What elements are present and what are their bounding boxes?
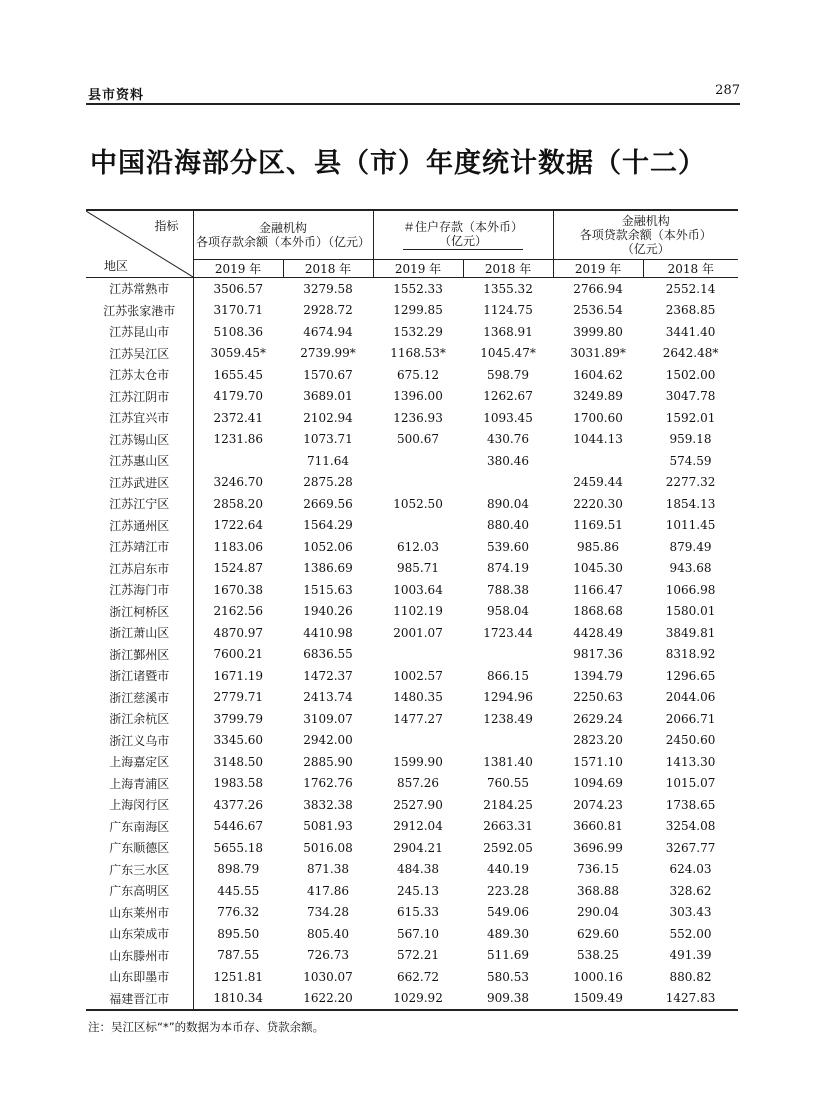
region-name-cell: 浙江萧山区 xyxy=(86,622,193,644)
value-cell: 2663.31 xyxy=(483,819,533,834)
value-cell: 3696.99 xyxy=(573,840,623,855)
group-header-loans xyxy=(553,210,738,260)
value-cell: 3441.40 xyxy=(665,324,716,339)
value-cell: 430.76 xyxy=(487,432,530,447)
group-header-deposits xyxy=(193,210,373,260)
value-cell: 1940.26 xyxy=(303,604,353,619)
value-cell: 776.32 xyxy=(217,905,260,920)
region-name-cell: 上海嘉定区 xyxy=(86,751,193,773)
page-number: 287 xyxy=(715,83,740,98)
value-cell: 1394.79 xyxy=(573,668,623,683)
value-cell: 1073.71 xyxy=(303,432,353,447)
value-cell xyxy=(373,730,463,752)
value-cell: 3849.81 xyxy=(665,625,716,640)
value-cell: 2459.44 xyxy=(573,475,623,490)
value-cell: 2592.05 xyxy=(483,840,533,855)
value-cell: 4410.98 xyxy=(303,625,353,640)
table-row xyxy=(86,579,738,601)
value-cell: 880.82 xyxy=(669,969,712,984)
value-cell: 1552.33 xyxy=(373,278,463,300)
value-cell: 1166.47 xyxy=(573,582,623,597)
value-cell: 4377.26 xyxy=(213,797,264,812)
value-cell: 1502.00 xyxy=(665,367,716,382)
value-cell: 629.60 xyxy=(577,926,620,941)
year-header: 2019 年 xyxy=(553,260,643,278)
value-cell: 303.43 xyxy=(669,905,712,920)
group-loans-line1: 金融机构 xyxy=(621,214,670,228)
value-cell: 1011.45 xyxy=(665,518,716,533)
value-cell: 711.64 xyxy=(307,453,349,468)
value-cell: 1066.98 xyxy=(665,582,716,597)
value-cell: 2413.74 xyxy=(303,690,353,705)
value-cell: 1003.64 xyxy=(393,582,443,597)
value-cell: 890.04 xyxy=(487,496,530,511)
table-row xyxy=(86,687,738,709)
value-cell: 1052.06 xyxy=(303,539,353,554)
value-cell: 7600.21 xyxy=(213,647,264,662)
value-cell: 2629.24 xyxy=(573,711,623,726)
value-cell: 2184.25 xyxy=(483,797,533,812)
value-cell: 2858.20 xyxy=(213,496,264,511)
value-cell: 580.53 xyxy=(487,969,530,984)
table-row xyxy=(86,300,738,322)
value-cell: 985.71 xyxy=(397,561,440,576)
region-label: 地区 xyxy=(104,259,129,273)
value-cell: 1368.91 xyxy=(483,324,533,339)
household-underline-block xyxy=(403,220,523,250)
value-cell: 2536.54 xyxy=(573,303,623,318)
value-cell: 3109.07 xyxy=(303,711,353,726)
value-cell: 2669.56 xyxy=(303,496,353,511)
value-cell: 1670.38 xyxy=(213,582,264,597)
table-row xyxy=(86,343,738,365)
year-header: 2019 年 xyxy=(373,260,463,278)
value-cell: 4428.49 xyxy=(573,625,623,640)
value-cell: 734.28 xyxy=(307,905,349,920)
region-name-cell: 江苏启东市 xyxy=(86,558,193,580)
value-cell: 1509.49 xyxy=(553,988,643,1011)
region-name-cell: 山东荣成市 xyxy=(86,923,193,945)
value-cell: 2912.04 xyxy=(393,819,443,834)
value-cell: 1599.90 xyxy=(393,754,443,769)
value-cell: 1723.44 xyxy=(483,625,533,640)
region-name-cell: 广东顺德区 xyxy=(86,837,193,859)
value-cell: 1532.29 xyxy=(393,324,443,339)
group-household-line2: （亿元） xyxy=(439,234,488,248)
table-row xyxy=(86,816,738,838)
value-cell: 985.86 xyxy=(577,539,620,554)
statistics-table xyxy=(86,209,738,1011)
value-cell: 5016.08 xyxy=(303,840,353,855)
group-deposits-line1: 金融机构 xyxy=(259,221,308,235)
value-cell: 1722.64 xyxy=(213,518,264,533)
value-cell: 3246.70 xyxy=(213,475,264,490)
value-cell: 615.33 xyxy=(397,905,440,920)
value-cell: 675.12 xyxy=(397,367,440,382)
value-cell: 9817.36 xyxy=(573,647,623,662)
value-cell: 857.26 xyxy=(397,776,440,791)
value-cell: 1045.30 xyxy=(573,561,623,576)
table-row xyxy=(86,945,738,967)
region-name-cell: 浙江柯桥区 xyxy=(86,601,193,623)
value-cell: 662.72 xyxy=(397,969,440,984)
value-cell: 2001.07 xyxy=(393,625,443,640)
value-cell: 598.79 xyxy=(487,367,530,382)
value-cell: 1045.47* xyxy=(480,346,536,361)
value-cell: 1029.92 xyxy=(373,988,463,1011)
value-cell: 1299.85 xyxy=(393,303,443,318)
value-cell: 484.38 xyxy=(397,862,440,877)
value-cell: 1169.51 xyxy=(573,518,623,533)
year-header: 2018 年 xyxy=(283,260,373,278)
value-cell: 500.67 xyxy=(397,432,440,447)
value-cell: 2642.48* xyxy=(662,346,719,361)
value-cell: 1030.07 xyxy=(303,969,353,984)
value-cell: 5655.18 xyxy=(213,840,264,855)
value-cell: 1381.40 xyxy=(483,754,533,769)
table-row xyxy=(86,364,738,386)
value-cell xyxy=(373,472,463,494)
value-cell: 1294.96 xyxy=(483,690,533,705)
region-name-cell: 江苏吴江区 xyxy=(86,343,193,365)
value-cell: 1868.68 xyxy=(573,604,623,619)
value-cell: 489.30 xyxy=(487,926,530,941)
region-name-cell: 江苏宜兴市 xyxy=(86,407,193,429)
value-cell: 1480.35 xyxy=(393,690,443,705)
value-cell: 898.79 xyxy=(217,862,260,877)
value-cell: 3059.45* xyxy=(210,346,267,361)
table-row xyxy=(86,515,738,537)
value-cell: 3047.78 xyxy=(665,389,716,404)
value-cell: 1238.49 xyxy=(483,711,533,726)
value-cell: 1570.67 xyxy=(303,367,353,382)
value-cell: 2102.94 xyxy=(303,410,353,425)
value-cell: 943.68 xyxy=(669,561,712,576)
table-row xyxy=(86,794,738,816)
region-name-cell: 江苏武进区 xyxy=(86,472,193,494)
value-cell xyxy=(373,515,463,537)
value-cell: 788.38 xyxy=(487,582,530,597)
value-cell: 8318.92 xyxy=(665,647,716,662)
header-rule xyxy=(86,103,740,105)
value-cell: 3799.79 xyxy=(213,711,264,726)
value-cell: 1592.01 xyxy=(665,410,716,425)
year-header: 2018 年 xyxy=(643,260,738,278)
value-cell: 624.03 xyxy=(669,862,712,877)
value-cell xyxy=(373,450,463,472)
region-name-cell: 江苏江宁区 xyxy=(86,493,193,515)
group-deposits-line2: 各项存款余额（本外币）（亿元） xyxy=(196,235,371,249)
table-row xyxy=(86,644,738,666)
value-cell: 1622.20 xyxy=(283,988,373,1011)
corner-header-cell xyxy=(86,210,193,278)
value-cell: 1671.19 xyxy=(213,668,264,683)
value-cell: 879.49 xyxy=(669,539,712,554)
value-cell: 223.28 xyxy=(487,883,530,898)
table-row xyxy=(86,472,738,494)
value-cell: 874.19 xyxy=(487,561,530,576)
value-cell: 1413.30 xyxy=(665,754,716,769)
value-cell: 1124.75 xyxy=(483,303,533,318)
value-cell: 1002.57 xyxy=(393,668,443,683)
region-name-cell: 山东滕州市 xyxy=(86,945,193,967)
value-cell: 572.21 xyxy=(397,948,440,963)
value-cell: 1251.81 xyxy=(213,969,264,984)
value-cell: 511.69 xyxy=(487,948,530,963)
value-cell: 2552.14 xyxy=(643,278,738,300)
value-cell: 1580.01 xyxy=(665,604,716,619)
table-row xyxy=(86,751,738,773)
value-cell: 4870.97 xyxy=(213,625,264,640)
value-cell: 959.18 xyxy=(669,432,712,447)
table-row xyxy=(86,558,738,580)
region-name-cell: 上海闵行区 xyxy=(86,794,193,816)
region-name-cell: 广东南海区 xyxy=(86,816,193,838)
value-cell: 5108.36 xyxy=(213,324,264,339)
value-cell: 726.73 xyxy=(307,948,349,963)
value-cell: 1296.65 xyxy=(665,668,716,683)
value-cell: 1093.45 xyxy=(483,410,533,425)
value-cell: 1427.83 xyxy=(643,988,738,1011)
value-cell: 380.46 xyxy=(487,453,530,468)
region-name-cell: 浙江余杭区 xyxy=(86,708,193,730)
value-cell: 2074.23 xyxy=(573,797,623,812)
value-cell: 3506.57 xyxy=(193,278,283,300)
region-name-cell: 福建晋江市 xyxy=(86,988,193,1011)
table-row xyxy=(86,278,738,300)
value-cell: 1044.13 xyxy=(573,432,623,447)
region-name-cell: 广东高明区 xyxy=(86,880,193,902)
value-cell xyxy=(193,450,283,472)
value-cell: 2277.32 xyxy=(665,475,716,490)
value-cell: 1396.00 xyxy=(393,389,443,404)
value-cell: 1700.60 xyxy=(573,410,623,425)
value-cell: 1655.45 xyxy=(213,367,264,382)
value-cell: 549.06 xyxy=(487,905,530,920)
group-header-household xyxy=(373,210,553,260)
value-cell: 1102.19 xyxy=(393,604,443,619)
value-cell: 1524.87 xyxy=(213,561,264,576)
region-name-cell: 江苏张家港市 xyxy=(86,300,193,322)
value-cell xyxy=(463,472,553,494)
region-name-cell: 江苏太仓市 xyxy=(86,364,193,386)
region-name-cell: 浙江诸暨市 xyxy=(86,665,193,687)
region-name-cell: 上海青浦区 xyxy=(86,773,193,795)
group-loans-line3: （亿元） xyxy=(621,242,670,256)
value-cell: 760.55 xyxy=(487,776,530,791)
value-cell: 3999.80 xyxy=(573,324,623,339)
year-header: 2019 年 xyxy=(193,260,283,278)
value-cell: 1762.76 xyxy=(303,776,353,791)
table-row xyxy=(86,622,738,644)
region-name-cell: 江苏通州区 xyxy=(86,515,193,537)
value-cell: 958.04 xyxy=(487,604,530,619)
region-name-cell: 山东即墨市 xyxy=(86,966,193,988)
value-cell: 1168.53* xyxy=(390,346,446,361)
value-cell: 2904.21 xyxy=(393,840,443,855)
value-cell: 805.40 xyxy=(307,926,349,941)
value-cell: 1236.93 xyxy=(393,410,443,425)
value-cell: 1015.07 xyxy=(665,776,716,791)
section-header: 县市资料 xyxy=(88,88,145,103)
value-cell: 1810.34 xyxy=(193,988,283,1011)
table-row xyxy=(86,880,738,902)
region-name-cell: 江苏惠山区 xyxy=(86,450,193,472)
value-cell: 245.13 xyxy=(397,883,440,898)
region-name-cell: 江苏常熟市 xyxy=(86,278,193,300)
region-name-cell: 江苏昆山市 xyxy=(86,321,193,343)
value-cell: 445.55 xyxy=(217,883,260,898)
value-cell: 368.88 xyxy=(577,883,620,898)
table-row xyxy=(86,708,738,730)
value-cell: 538.25 xyxy=(577,948,620,963)
value-cell: 736.15 xyxy=(577,862,620,877)
region-name-cell: 江苏靖江市 xyxy=(86,536,193,558)
indicator-label: 指标 xyxy=(154,219,179,233)
value-cell: 3660.81 xyxy=(573,819,623,834)
value-cell xyxy=(463,644,553,666)
value-cell: 2885.90 xyxy=(303,754,353,769)
value-cell: 3148.50 xyxy=(213,754,264,769)
value-cell: 866.15 xyxy=(487,668,530,683)
value-cell: 574.59 xyxy=(669,453,712,468)
region-name-cell: 广东三水区 xyxy=(86,859,193,881)
region-name-cell: 江苏锡山区 xyxy=(86,429,193,451)
value-cell: 440.19 xyxy=(487,862,530,877)
value-cell: 1515.63 xyxy=(303,582,353,597)
value-cell: 1000.16 xyxy=(573,969,623,984)
table-row xyxy=(86,407,738,429)
table-row xyxy=(86,386,738,408)
value-cell: 3254.08 xyxy=(665,819,716,834)
value-cell: 1738.65 xyxy=(665,797,716,812)
value-cell: 5081.93 xyxy=(303,819,353,834)
table-row xyxy=(86,988,738,1011)
page-title: 中国沿海部分区、县（市）年度统计数据（十二） xyxy=(90,148,706,179)
value-cell: 3031.89* xyxy=(570,346,626,361)
region-name-cell: 江苏海门市 xyxy=(86,579,193,601)
table-row xyxy=(86,730,738,752)
value-cell: 2942.00 xyxy=(303,733,353,748)
value-cell: 2823.20 xyxy=(573,733,623,748)
value-cell: 2044.06 xyxy=(665,690,716,705)
value-cell: 3170.71 xyxy=(213,303,264,318)
value-cell: 2162.56 xyxy=(213,604,264,619)
value-cell: 1983.58 xyxy=(213,776,264,791)
table-row xyxy=(86,665,738,687)
table-body xyxy=(86,278,738,1011)
value-cell: 2066.71 xyxy=(665,711,716,726)
value-cell: 1604.62 xyxy=(573,367,623,382)
table-row xyxy=(86,536,738,558)
value-cell: 1386.69 xyxy=(303,561,353,576)
value-cell: 1571.10 xyxy=(573,754,623,769)
value-cell: 6836.55 xyxy=(303,647,353,662)
value-cell: 612.03 xyxy=(397,539,440,554)
value-cell: 1094.69 xyxy=(573,776,623,791)
value-cell: 1262.67 xyxy=(483,389,533,404)
value-cell: 1564.29 xyxy=(303,518,353,533)
value-cell: 1472.37 xyxy=(303,668,353,683)
value-cell: 417.86 xyxy=(307,883,349,898)
value-cell: 2766.94 xyxy=(553,278,643,300)
table-row xyxy=(86,321,738,343)
value-cell: 4674.94 xyxy=(303,324,353,339)
table-row xyxy=(86,859,738,881)
group-loans-line2: 各项贷款余额（本外币） xyxy=(579,228,712,242)
value-cell xyxy=(373,644,463,666)
value-cell: 3249.89 xyxy=(573,389,623,404)
table-row xyxy=(86,450,738,472)
value-cell: 552.00 xyxy=(669,926,712,941)
footnote: 注：吴江区标“*”的数据为本币存、贷款余额。 xyxy=(88,1020,325,1034)
value-cell: 871.38 xyxy=(307,862,349,877)
region-name-cell: 浙江慈溪市 xyxy=(86,687,193,709)
value-cell: 787.55 xyxy=(217,948,260,963)
value-cell: 567.10 xyxy=(397,926,440,941)
value-cell: 895.50 xyxy=(217,926,260,941)
region-name-cell: 浙江鄞州区 xyxy=(86,644,193,666)
value-cell: 1355.32 xyxy=(463,278,553,300)
group-household-line1: ＃住户存款（本外币） xyxy=(403,220,524,234)
table-row xyxy=(86,493,738,515)
value-cell: 2779.71 xyxy=(213,690,264,705)
value-cell: 2368.85 xyxy=(665,303,716,318)
region-name-cell: 浙江义乌市 xyxy=(86,730,193,752)
value-cell: 2875.28 xyxy=(303,475,353,490)
value-cell: 3345.60 xyxy=(213,733,264,748)
value-cell: 3689.01 xyxy=(303,389,353,404)
region-name-cell: 江苏江阴市 xyxy=(86,386,193,408)
value-cell: 2250.63 xyxy=(573,690,623,705)
value-cell: 1052.50 xyxy=(393,496,443,511)
value-cell: 3279.58 xyxy=(283,278,373,300)
region-name-cell: 山东莱州市 xyxy=(86,902,193,924)
value-cell: 2450.60 xyxy=(665,733,716,748)
value-cell: 491.39 xyxy=(669,948,712,963)
value-cell: 3832.38 xyxy=(303,797,353,812)
value-cell: 4179.70 xyxy=(213,389,264,404)
year-header: 2018 年 xyxy=(463,260,553,278)
value-cell: 2527.90 xyxy=(393,797,443,812)
value-cell: 2739.99* xyxy=(300,346,356,361)
value-cell: 2220.30 xyxy=(573,496,623,511)
value-cell xyxy=(553,450,643,472)
table-row xyxy=(86,837,738,859)
value-cell: 880.40 xyxy=(487,518,530,533)
table-row xyxy=(86,601,738,623)
value-cell: 1183.06 xyxy=(213,539,264,554)
table-row xyxy=(86,923,738,945)
table-row xyxy=(86,902,738,924)
value-cell: 909.38 xyxy=(463,988,553,1011)
value-cell: 1854.13 xyxy=(665,496,716,511)
value-cell: 2928.72 xyxy=(303,303,353,318)
table-row xyxy=(86,429,738,451)
value-cell: 290.04 xyxy=(577,905,620,920)
table-row xyxy=(86,966,738,988)
value-cell: 5446.67 xyxy=(213,819,264,834)
table-row xyxy=(86,773,738,795)
value-cell: 328.62 xyxy=(669,883,712,898)
value-cell: 2372.41 xyxy=(213,410,264,425)
value-cell xyxy=(463,730,553,752)
value-cell: 1477.27 xyxy=(393,711,443,726)
value-cell: 3267.77 xyxy=(665,840,716,855)
value-cell: 1231.86 xyxy=(213,432,264,447)
value-cell: 539.60 xyxy=(487,539,530,554)
